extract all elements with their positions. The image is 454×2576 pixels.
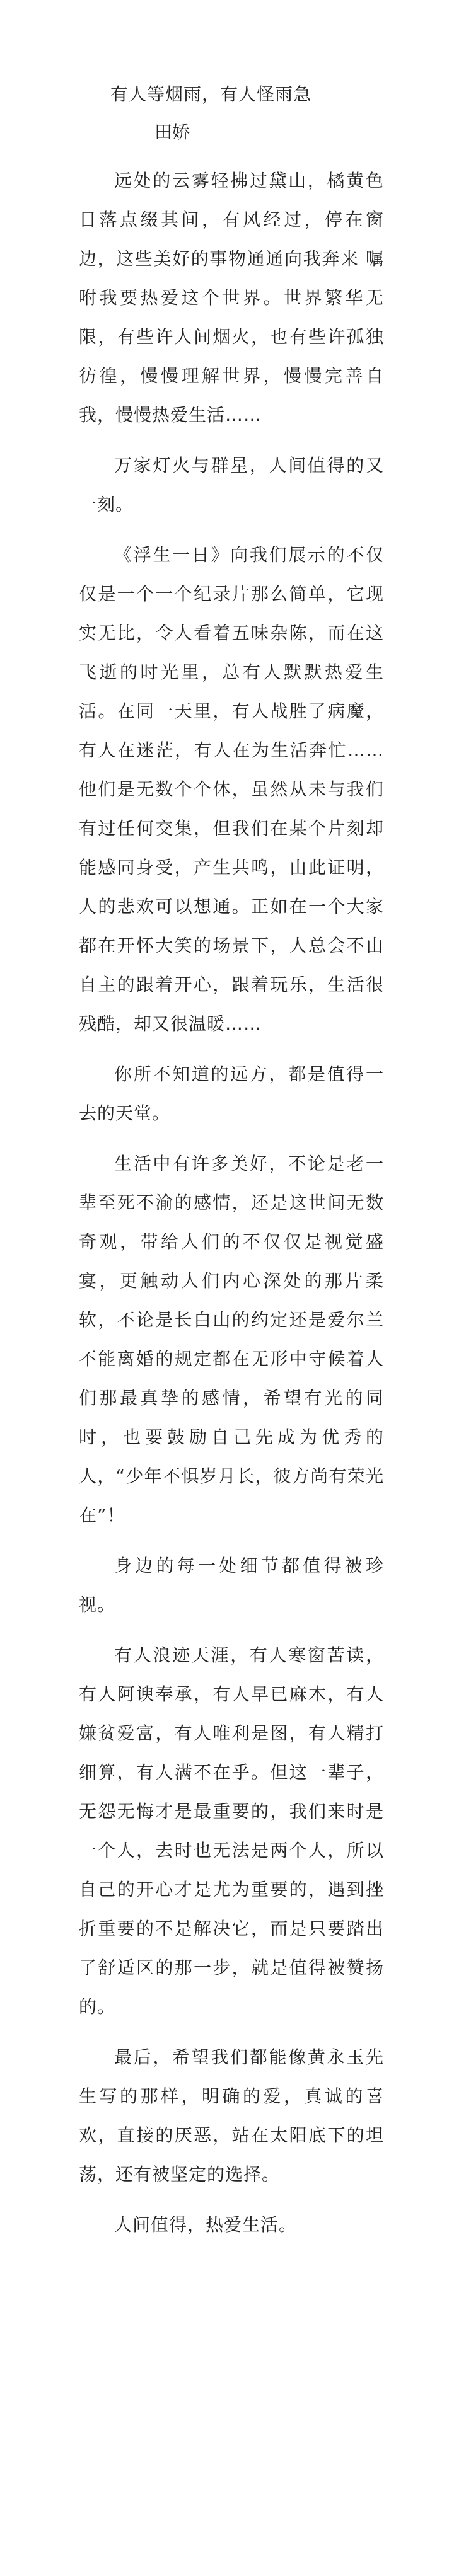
article-page — [32, 0, 422, 2553]
paragraph: 有人浪迹天涯，有人寒窗苦读，有人阿谀奉承，有人早已麻木，有人嫌贫爱富，有人唯利是图，有人精打细算，有人满不在乎。但这一辈子，无怨无悔才是最重要的，我们来时是一个人，去时也无法是两个人，所以自己的开心才是尤为重要的，遇到挫折重要的不是解决它，而是只要踏出了舒适区的那一步，就是值得被赞扬的。 — [79, 1645, 384, 2017]
paragraph: 生活中有许多美好，不论是老一辈至死不渝的感情，还是这世间无数奇观，带给人们的不仅仅是视觉盛宴，更触动人们内心深处的那片柔软，不论是长白山的约定还是爱尔兰不能离婚的规定都在无形中守候着人们那最真挚的感情，希望有光的同时，也要鼓励自己先成为优秀的人，“少年不惧岁月长，彼方尚有荣光在”！ — [79, 1153, 384, 1526]
paragraph: 你所不知道的远方，都是值得一去的天堂。 — [79, 1064, 384, 1124]
paragraph: 人间值得，热爱生活。 — [114, 2214, 298, 2235]
paragraph: 最后，希望我们都能像黄永玉先生写的那样，明确的爱，真诚的喜欢，直接的厌恶，站在太阳底下的坦荡，还有被坚定的选择。 — [79, 2047, 384, 2185]
paragraph: 身边的每一处细节都值得被珍视。 — [79, 1555, 384, 1615]
paragraph: 远处的云雾轻拂过黛山，橘黄色日落点缀其间，有风经过，停在窗边，这些美好的事物通通向我奔来 嘱咐我要热爱这个世界。世界繁华无限，有些许人间烟火，也有些许孤独彷徨，慢慢理解世界，慢慢完善自我，慢慢热爱生活…… — [79, 170, 384, 425]
paragraph: 《浮生一日》向我们展示的不仅仅是一个一个纪录片那么简单，它现实无比，令人看着五味杂陈，而在这飞逝的时光里，总有人默默热爱生活。在同一天里，有人战胜了病魔，有人在迷茫，有人在为生活奔忙……他们是无数个个体，虽然从未与我们有过任何交集，但我们在某个片刻却能感同身受，产生共鸣，由此证明，人的悲欢可以想通。正如在一个大家都在开怀大笑的场景下，人总会不由自主的跟着开心，跟着玩乐，生活很残酷，却又很温暖…… — [79, 544, 384, 1034]
article-title: 有人等烟雨，有人怪雨急 — [110, 84, 312, 105]
article-author: 田娇 — [154, 122, 190, 142]
paragraph: 万家灯火与群星，人间值得的又一刻。 — [79, 455, 384, 515]
article-content — [79, 74, 384, 2245]
